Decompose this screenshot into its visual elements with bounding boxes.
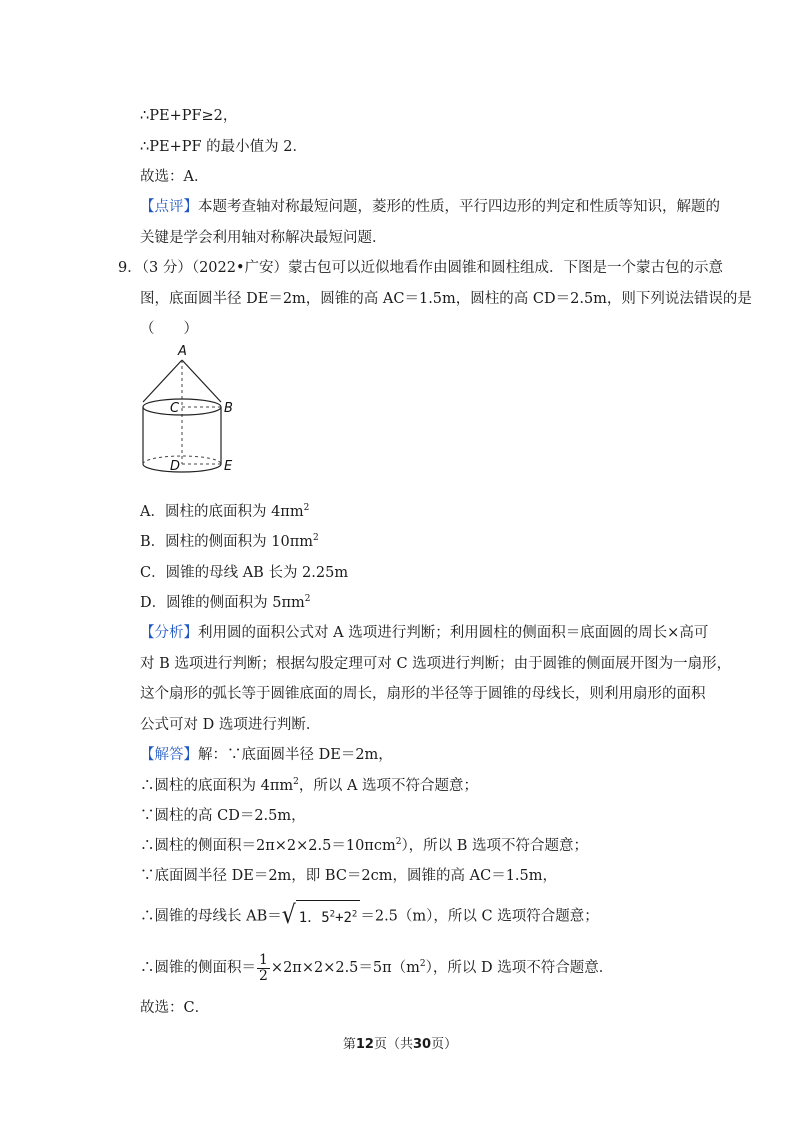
answer-line-3: ∵圆柱的高 CD＝2.5m， [140, 808, 306, 824]
analysis-line-2: 对 B 选项进行判断；根据勾股定理可对 C 选项进行判断；由于圆锥的侧面展开图为一扇形， [140, 656, 732, 672]
answer-line-6 [140, 900, 599, 933]
label-a: A [178, 344, 187, 359]
radicand-part-a: 1．5 [298, 910, 330, 926]
sqrt-sign-icon: √ [281, 901, 296, 930]
option-a [140, 502, 309, 522]
prev-line-1: ∴PE+PF≥2， [140, 108, 238, 124]
option-a-text: A．圆柱的底面积为 4πm [140, 504, 304, 520]
sqrt-radicand [296, 900, 361, 933]
question-line-1 [118, 258, 723, 278]
analysis-line-1 [140, 623, 708, 643]
option-b-text: B．圆柱的侧面积为 10πm [140, 534, 313, 550]
answer-4-pre: ∴圆柱的侧面积＝2π×2×2.5＝10πcm [140, 838, 396, 854]
option-d-sup: 2 [304, 594, 311, 605]
fraction-denominator: 2 [259, 967, 268, 984]
label-d: D [170, 459, 181, 474]
answer-2-post: ，所以 A 选项不符合题意； [298, 778, 479, 794]
question-number: 9． [118, 260, 142, 276]
answer-7-mid: ×2π×2×2.5＝5π（m [270, 960, 420, 976]
answer-4-post: ），所以 B 选项不符合题意； [401, 838, 589, 854]
label-c: C [170, 401, 180, 416]
yurt-figure [130, 340, 250, 480]
footer-post: 页） [431, 1037, 458, 1052]
footer-total-pages: 30 [413, 1037, 432, 1052]
option-d-text: D．圆锥的侧面积为 5πm [140, 595, 305, 611]
comment-tag: 【点评】 [140, 199, 198, 215]
answer-line-5: ∵底面圆半径 DE＝2m，即 BC＝2cm，圆锥的高 AC＝1.5m， [140, 868, 558, 884]
prev-line-3: 故选：A． [140, 169, 209, 185]
answer-7-pre: ∴圆锥的侧面积＝ [140, 960, 256, 976]
answer-6-pre: ∴圆锥的母线长 AB＝ [140, 908, 282, 925]
comment-text: 本题考查轴对称最短问题，菱形的性质，平行四边形的判定和性质等知识，解题的 [198, 199, 720, 215]
option-c: C．圆锥的母线 AB 长为 2.25m [140, 565, 349, 581]
question-line-2: 图，底面圆半径 DE＝2m，圆锥的高 AC＝1.5m，圆柱的高 CD＝2.5m，则下列说法错误的是 [140, 291, 752, 307]
footer-mid: 页（共 [373, 1037, 413, 1052]
answer-6-post: ＝2.5（m），所以 C 选项符合题意； [360, 908, 599, 925]
radicand-sup-2: 2 [351, 909, 358, 920]
analysis-text-1: 利用圆的面积公式对 A 选项进行判断；利用圆柱的侧面积＝底面圆的周长×高可 [198, 625, 709, 641]
question-line-3: （ ） [140, 321, 198, 337]
answer-line-8: 故选：C． [140, 1000, 210, 1016]
analysis-line-4: 公式可对 D 选项进行判断． [140, 717, 321, 733]
answer-4-sup: 2 [395, 837, 402, 848]
footer-pre: 第 [342, 1037, 356, 1052]
label-b: B [224, 401, 233, 416]
question-stem-1: （3 分）（2022•广安）蒙古包可以近似地看作由圆锥和圆柱组成．下图是一个蒙古包的示意 [141, 260, 724, 276]
footer-page-number: 12 [355, 1037, 374, 1052]
option-d [140, 593, 310, 613]
analysis-tag: 【分析】 [140, 625, 198, 641]
answer-line-1 [140, 745, 393, 765]
option-a-sup: 2 [303, 503, 310, 514]
answer-2-sup: 2 [293, 777, 299, 788]
answer-tag: 【解答】 [140, 747, 198, 763]
fraction-half [257, 953, 270, 984]
radicand-sup-1: 2 [329, 909, 336, 920]
option-b-sup: 2 [313, 533, 319, 544]
answer-2-pre: ∴圆柱的底面积为 4πm [140, 778, 294, 794]
comment-line-1 [140, 197, 720, 217]
answer-line-2 [140, 776, 478, 796]
label-e: E [224, 459, 233, 474]
fraction-numerator: 1 [259, 951, 268, 968]
radicand-part-b: +2 [335, 910, 352, 926]
answer-line-4 [140, 836, 588, 856]
answer-7-sup: 2 [419, 959, 426, 970]
sqrt-expression [282, 900, 361, 933]
answer-line-7 [140, 950, 613, 986]
prev-line-2: ∴PE+PF 的最小值为 2． [140, 139, 307, 155]
comment-line-2: 关键是学会利用轴对称解决最短问题． [140, 230, 387, 246]
answer-text-1: 解：∵底面圆半径 DE＝2m， [198, 747, 393, 763]
option-b [140, 532, 319, 552]
answer-7-post: ），所以 D 选项不符合题意． [425, 960, 614, 976]
analysis-line-3: 这个扇形的弧长等于圆锥底面的周长，扇形的半径等于圆锥的母线长，则利用扇形的面积 [140, 686, 706, 702]
page-footer [0, 1033, 800, 1052]
